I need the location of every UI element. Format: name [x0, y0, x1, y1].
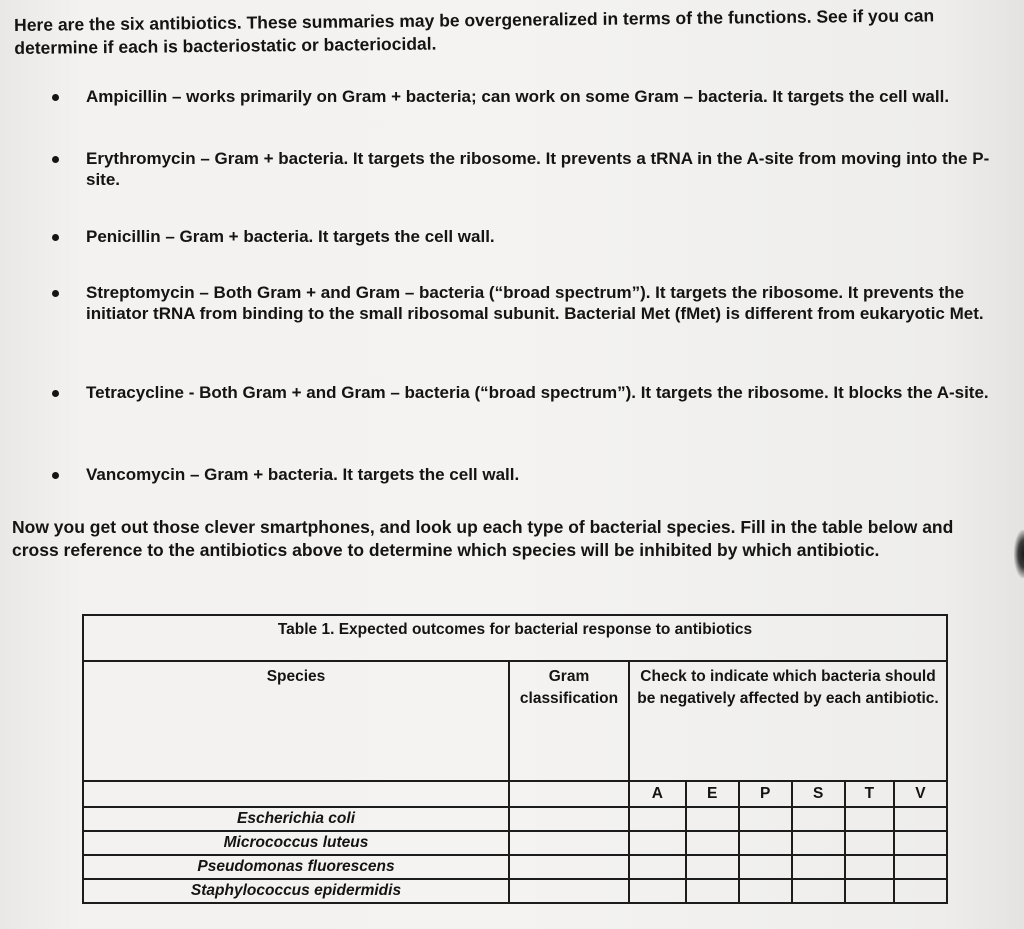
antibiotic-letter-s: S	[792, 781, 845, 807]
check-cell-a[interactable]	[629, 855, 686, 879]
antibiotic-letter-e: E	[686, 781, 739, 807]
table-row	[83, 831, 947, 855]
check-cell-s[interactable]	[792, 855, 845, 879]
species-name: Pseudomonas fluorescens	[83, 855, 509, 879]
check-cell-e[interactable]	[686, 855, 739, 879]
antibiotic-name: Tetracycline	[86, 383, 184, 402]
bullet-icon	[52, 390, 59, 397]
species-blank-cell	[83, 781, 509, 807]
antibiotic-description: – Gram + bacteria. It targets the ribosome. It prevents a tRNA in the A-site from moving into the P-site.	[86, 149, 990, 189]
check-cell-e[interactable]	[686, 807, 739, 831]
species-name: Micrococcus luteus	[83, 831, 509, 855]
antibiotic-description: – Gram + bacteria. It targets the cell wall.	[185, 465, 520, 484]
check-cell-p[interactable]	[739, 831, 792, 855]
list-item	[50, 226, 1006, 247]
check-cell-p[interactable]	[739, 807, 792, 831]
table-row	[83, 879, 947, 903]
check-cell-s[interactable]	[792, 879, 845, 903]
check-cell-v[interactable]	[894, 879, 947, 903]
bullet-icon	[52, 94, 59, 101]
check-cell-t[interactable]	[845, 831, 894, 855]
antibiotic-letter-p: P	[739, 781, 792, 807]
check-cell-v[interactable]	[894, 855, 947, 879]
check-cell-v[interactable]	[894, 807, 947, 831]
antibiotic-description: – works primarily on Gram + bacteria; can work on some Gram – bacteria. It targets the cell wall.	[167, 87, 950, 106]
antibiotic-description: - Both Gram + and Gram – bacteria (“broad spectrum”). It targets the ribosome. It blocks the A-site.	[183, 383, 989, 402]
instructions-paragraph: Now you get out those clever smartphones, and look up each type of bacterial species. Fill in the table below and cross reference to the antibiotics above to determine which species will be inhibited by which antibiotic.	[12, 517, 954, 560]
bullet-icon	[52, 472, 59, 479]
gram-blank-cell	[509, 781, 629, 807]
check-cell-s[interactable]	[792, 831, 845, 855]
table-caption: Table 1. Expected outcomes for bacterial response to antibiotics	[83, 615, 947, 661]
species-name: Staphylococcus epidermidis	[83, 879, 509, 903]
species-header: Species	[83, 661, 509, 781]
list-item	[50, 382, 1024, 403]
bullet-icon	[52, 234, 59, 241]
bullet-icon	[52, 156, 59, 163]
species-name: Escherichia coli	[83, 807, 509, 831]
table-row	[83, 855, 947, 879]
outcomes-table	[82, 614, 948, 904]
bullet-icon	[52, 290, 59, 297]
antibiotic-letter-v: V	[894, 781, 947, 807]
gram-classification-header: Gram classification	[509, 661, 629, 781]
check-cell-p[interactable]	[739, 879, 792, 903]
list-item	[50, 282, 1006, 324]
antibiotic-name: Penicillin	[86, 227, 161, 246]
table-row	[83, 807, 947, 831]
list-item	[50, 464, 1006, 485]
gram-input-cell[interactable]	[509, 807, 629, 831]
antibiotic-description: – Both Gram + and Gram – bacteria (“broad spectrum”). It targets the ribosome. It prevents the initiator tRNA from binding to the small ribosomal subunit. Bacterial Met (fMet) is different from eukaryotic Met.	[86, 283, 984, 323]
check-instructions-header: Check to indicate which bacteria should be negatively affected by each antibiotic.	[629, 661, 947, 781]
antibiotic-name: Streptomycin	[86, 283, 195, 302]
antibiotic-letter-t: T	[845, 781, 894, 807]
check-cell-t[interactable]	[845, 855, 894, 879]
antibiotic-name: Erythromycin	[86, 149, 196, 168]
check-cell-a[interactable]	[629, 831, 686, 855]
gram-input-cell[interactable]	[509, 831, 629, 855]
check-cell-p[interactable]	[739, 855, 792, 879]
check-cell-a[interactable]	[629, 807, 686, 831]
check-cell-s[interactable]	[792, 807, 845, 831]
check-cell-e[interactable]	[686, 879, 739, 903]
check-cell-t[interactable]	[845, 807, 894, 831]
gram-input-cell[interactable]	[509, 855, 629, 879]
antibiotic-letter-a: A	[629, 781, 686, 807]
check-cell-a[interactable]	[629, 879, 686, 903]
outcomes-table-wrapper	[82, 614, 948, 904]
binder-clip-shadow	[1014, 530, 1024, 578]
check-cell-v[interactable]	[894, 831, 947, 855]
antibiotic-description: – Gram + bacteria. It targets the cell wall.	[160, 227, 495, 246]
intro-paragraph: Here are the six antibiotics. These summaries may be overgeneralized in terms of the functions. See if you can determine if each is bacteriostatic or bacteriocidal.	[14, 5, 935, 58]
check-cell-t[interactable]	[845, 879, 894, 903]
antibiotic-name: Ampicillin	[86, 87, 168, 106]
antibiotic-name: Vancomycin	[86, 465, 186, 484]
gram-input-cell[interactable]	[509, 879, 629, 903]
check-cell-e[interactable]	[686, 831, 739, 855]
list-item	[50, 86, 1024, 107]
list-item	[50, 148, 1006, 190]
